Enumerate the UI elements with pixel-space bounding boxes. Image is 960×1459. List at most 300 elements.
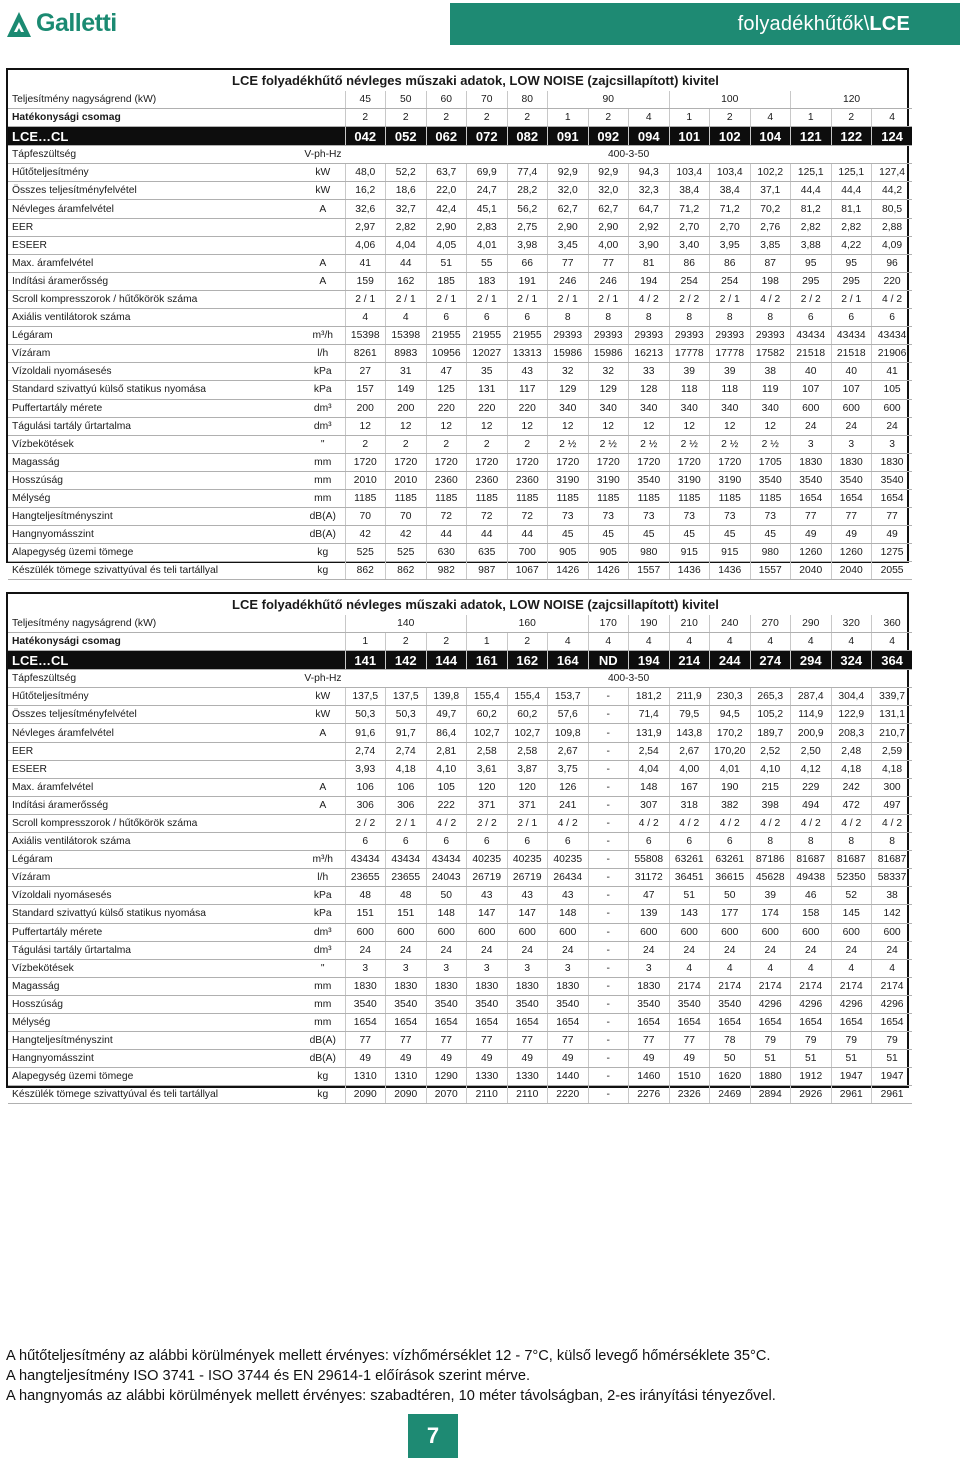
table-cell: 77 xyxy=(507,1032,548,1050)
table-cell: 24 xyxy=(548,941,589,959)
row-unit: dm³ xyxy=(301,417,345,435)
table-cell: 57,6 xyxy=(548,706,589,724)
table-cell: 70 xyxy=(345,508,386,526)
row-label: Standard szivattyú külső statikus nyomása xyxy=(8,905,301,923)
table-cell: 3,93 xyxy=(345,760,386,778)
table-cell: 4 xyxy=(629,633,670,651)
table-cell: 170,2 xyxy=(710,724,751,742)
table-cell: 77,4 xyxy=(507,164,548,182)
table-cell: 4296 xyxy=(872,995,913,1013)
table-cell: 8 xyxy=(710,309,751,327)
table-cell: 215 xyxy=(750,778,791,796)
table-cell: - xyxy=(588,977,629,995)
table-cell: 4296 xyxy=(750,995,791,1013)
table-cell: 50,3 xyxy=(345,706,386,724)
table-cell: 114,9 xyxy=(791,706,832,724)
table-cell: 41 xyxy=(345,254,386,272)
table-cell: 246 xyxy=(548,272,589,290)
row-unit: mm xyxy=(301,471,345,489)
table-cell: 6 xyxy=(548,833,589,851)
table-row xyxy=(8,236,912,254)
table-cell: 125,1 xyxy=(831,164,872,182)
table-cell: 95 xyxy=(791,254,832,272)
table-cell: 2,82 xyxy=(791,218,832,236)
table-cell: 1275 xyxy=(872,544,913,562)
table-cell: 15986 xyxy=(548,345,589,363)
table-row xyxy=(8,508,912,526)
table-cell: 124 xyxy=(872,127,913,146)
table-cell: 1290 xyxy=(426,1068,467,1086)
row-unit: l/h xyxy=(301,345,345,363)
table-cell: 4 xyxy=(831,959,872,977)
table-cell: 42 xyxy=(386,526,427,544)
table-cell: 73 xyxy=(548,508,589,526)
table-cell: 300 xyxy=(872,778,913,796)
table-cell: 400-3-50 xyxy=(345,670,912,688)
table-cell: 1654 xyxy=(831,1013,872,1031)
table-cell: 185 xyxy=(426,272,467,290)
row-label: EER xyxy=(8,218,301,236)
table-cell: 35 xyxy=(467,363,508,381)
table-cell: 3 xyxy=(629,959,670,977)
table-cell: 66 xyxy=(507,254,548,272)
size-group-cell: 290 xyxy=(791,615,832,633)
spec-table-1 xyxy=(6,68,909,577)
table-cell: 4 xyxy=(872,959,913,977)
table-cell: 144 xyxy=(426,651,467,670)
table-cell: 4,18 xyxy=(831,760,872,778)
table-cell: 49 xyxy=(791,526,832,544)
table-cell: 43434 xyxy=(831,327,872,345)
table-cell: 8 xyxy=(750,309,791,327)
table-cell: 48 xyxy=(386,887,427,905)
table-cell: 81687 xyxy=(791,851,832,869)
galletti-logo xyxy=(6,8,117,38)
row-label: Magasság xyxy=(8,977,301,995)
table-cell: - xyxy=(588,959,629,977)
table-cell: 6 xyxy=(386,833,427,851)
table-cell: 2360 xyxy=(507,471,548,489)
table-cell: 1185 xyxy=(426,489,467,507)
table-cell: 12 xyxy=(426,417,467,435)
footnote-sound-power: A hangteljesítmény ISO 3741 - ISO 3744 és EN 29614-1 előírások szerint mérve. xyxy=(6,1368,531,1384)
table-cell: 2 xyxy=(507,435,548,453)
table-cell: 1 xyxy=(669,109,710,127)
table-cell: 3,95 xyxy=(710,236,751,254)
table-cell: 49 xyxy=(669,1050,710,1068)
table-cell: 4 xyxy=(791,633,832,651)
table-cell: 127,4 xyxy=(872,164,913,182)
table-cell: 77 xyxy=(548,254,589,272)
table-row xyxy=(8,435,912,453)
table-cell: 3540 xyxy=(548,995,589,1013)
table-cell: 38 xyxy=(750,363,791,381)
table-cell: 3190 xyxy=(588,471,629,489)
table-cell: 340 xyxy=(548,399,589,417)
table-cell: 60,2 xyxy=(507,706,548,724)
table-cell: 1720 xyxy=(629,453,670,471)
row-unit xyxy=(301,127,345,146)
table-cell: 157 xyxy=(345,381,386,399)
table-cell: 274 xyxy=(750,651,791,670)
table-cell: 3 xyxy=(507,959,548,977)
row-label: Hűtőteljesítmény xyxy=(8,164,301,182)
table-row xyxy=(8,1068,912,1086)
table-cell: 170,20 xyxy=(710,742,751,760)
table-row xyxy=(8,562,912,580)
table-cell: 17582 xyxy=(750,345,791,363)
table-row xyxy=(8,742,912,760)
table-cell: 131,9 xyxy=(629,724,670,742)
table-cell: 1426 xyxy=(548,562,589,580)
table-cell: 183 xyxy=(467,272,508,290)
table-cell: 45 xyxy=(629,526,670,544)
table-cell: 246 xyxy=(588,272,629,290)
table-cell: 71,2 xyxy=(710,200,751,218)
table-cell: 600 xyxy=(791,399,832,417)
table-cell: 6 xyxy=(872,309,913,327)
table-cell: - xyxy=(588,887,629,905)
table-cell: 63261 xyxy=(669,851,710,869)
table-cell: 1654 xyxy=(386,1013,427,1031)
table-cell: - xyxy=(588,833,629,851)
table-cell: - xyxy=(588,1032,629,1050)
table-cell: 3 xyxy=(831,435,872,453)
table-cell: 24 xyxy=(791,417,832,435)
table-row xyxy=(8,146,912,164)
table-row xyxy=(8,977,912,995)
table-cell: 174 xyxy=(750,905,791,923)
table-cell: 42,4 xyxy=(426,200,467,218)
table-cell: - xyxy=(588,742,629,760)
table-cell: 635 xyxy=(467,544,508,562)
table-cell: 49 xyxy=(507,1050,548,1068)
table-cell: 287,4 xyxy=(791,688,832,706)
row-unit: dB(A) xyxy=(301,1032,345,1050)
table-row xyxy=(8,544,912,562)
table-cell: 862 xyxy=(386,562,427,580)
table-cell: 3540 xyxy=(467,995,508,1013)
table-cell: 4,00 xyxy=(588,236,629,254)
table-cell: 1654 xyxy=(750,1013,791,1031)
table-cell: 2 xyxy=(345,109,386,127)
table-cell: 265,3 xyxy=(750,688,791,706)
table-row xyxy=(8,905,912,923)
table-cell: 600 xyxy=(426,923,467,941)
table-cell: 2070 xyxy=(426,1086,467,1104)
row-label: Hatékonysági csomag xyxy=(8,109,301,127)
row-label: Standard szivattyú külső statikus nyomása xyxy=(8,381,301,399)
table-cell: 87186 xyxy=(750,851,791,869)
table-cell: 980 xyxy=(750,544,791,562)
table-cell: 1720 xyxy=(345,453,386,471)
table-cell: 4 xyxy=(831,633,872,651)
table-cell: 191 xyxy=(507,272,548,290)
row-label: Axiális ventilátorok száma xyxy=(8,833,301,851)
table-cell: 4 / 2 xyxy=(669,814,710,832)
table-cell: 8261 xyxy=(345,345,386,363)
table-cell: 24 xyxy=(872,941,913,959)
table-cell: 44,4 xyxy=(791,182,832,200)
table-cell: 12 xyxy=(710,417,751,435)
table-cell: 63,7 xyxy=(426,164,467,182)
table-cell: 77 xyxy=(872,508,913,526)
table-cell: 3,87 xyxy=(507,760,548,778)
table-cell: 382 xyxy=(710,796,751,814)
size-group-cell: 270 xyxy=(750,615,791,633)
table-cell: - xyxy=(588,923,629,941)
table-cell: 49 xyxy=(629,1050,670,1068)
row-unit xyxy=(301,236,345,254)
row-unit xyxy=(301,742,345,760)
table-cell: 4 / 2 xyxy=(426,814,467,832)
section-title: folyadékhűtők\LCE xyxy=(737,12,910,35)
table-cell: 194 xyxy=(629,272,670,290)
table-cell: 6 xyxy=(467,309,508,327)
table-cell: 400-3-50 xyxy=(345,146,912,164)
row-label: Mélység xyxy=(8,1013,301,1031)
table-cell: 3540 xyxy=(386,995,427,1013)
table-cell: 32,0 xyxy=(588,182,629,200)
table-cell: 2174 xyxy=(669,977,710,995)
table-cell: 50 xyxy=(710,1050,751,1068)
row-label: Összes teljesítményfelvétel xyxy=(8,182,301,200)
row-unit: mm xyxy=(301,489,345,507)
table-cell: 2 / 1 xyxy=(831,290,872,308)
table-cell: 2,90 xyxy=(426,218,467,236)
table-cell: 64,7 xyxy=(629,200,670,218)
table-cell: 1720 xyxy=(426,453,467,471)
table-cell: 3,90 xyxy=(629,236,670,254)
table-cell: 220 xyxy=(426,399,467,417)
row-label: Névleges áramfelvétel xyxy=(8,724,301,742)
table-cell: 1557 xyxy=(750,562,791,580)
table-row xyxy=(8,345,912,363)
table-cell: 2 ½ xyxy=(588,435,629,453)
table-cell: 162 xyxy=(507,651,548,670)
table-cell: 198 xyxy=(750,272,791,290)
table-cell: 118 xyxy=(710,381,751,399)
table-cell: 3540 xyxy=(831,471,872,489)
table-cell: 49 xyxy=(345,1050,386,1068)
table-cell: 139,8 xyxy=(426,688,467,706)
table-cell: 2,82 xyxy=(831,218,872,236)
table-cell: 2055 xyxy=(872,562,913,580)
footnote-cooling: A hűtőteljesítmény az alábbi körülmények mellett érvényes: vízhőmérséklet 12 - 7°C, külső levegő hőmérséklete 35°C. xyxy=(6,1348,771,1364)
table-cell: 45 xyxy=(750,526,791,544)
table-cell: 2 ½ xyxy=(669,435,710,453)
table-cell: 230,3 xyxy=(710,688,751,706)
table-cell: 600 xyxy=(831,399,872,417)
row-label: LCE…CL xyxy=(8,651,301,670)
table-cell: 79 xyxy=(872,1032,913,1050)
table-row xyxy=(8,1032,912,1050)
table-cell: 16,2 xyxy=(345,182,386,200)
row-label: Alapegység üzemi tömege xyxy=(8,1068,301,1086)
table-cell: 2 xyxy=(710,109,751,127)
table-cell: 1654 xyxy=(669,1013,710,1031)
table-row xyxy=(8,200,912,218)
table-cell: 1654 xyxy=(872,1013,913,1031)
table-cell: 4,10 xyxy=(750,760,791,778)
table-cell: 125,1 xyxy=(791,164,832,182)
table-cell: 1830 xyxy=(507,977,548,995)
row-label: Axiális ventilátorok száma xyxy=(8,309,301,327)
size-group-cell: 240 xyxy=(710,615,751,633)
table-cell: 3,98 xyxy=(507,236,548,254)
table-cell: 17778 xyxy=(710,345,751,363)
table-cell: 2 ½ xyxy=(629,435,670,453)
row-unit xyxy=(301,833,345,851)
table-row xyxy=(8,796,912,814)
table-cell: 3,88 xyxy=(791,236,832,254)
table-row xyxy=(8,453,912,471)
table-cell: 24 xyxy=(386,941,427,959)
table-cell: 149 xyxy=(386,381,427,399)
page-number: 7 xyxy=(408,1414,458,1458)
table-cell: 2,75 xyxy=(507,218,548,236)
table-cell: 121 xyxy=(791,127,832,146)
table-cell: 2961 xyxy=(872,1086,913,1104)
table-cell: 2 xyxy=(507,109,548,127)
footnote-sound-pressure: A hangnyomás az alábbi körülmények mellett érvényes: szabadtéren, 10 méter távolságban, 2-es irányítási tényezővel. xyxy=(6,1388,776,1404)
table-cell: 29393 xyxy=(710,327,751,345)
row-unit: kPa xyxy=(301,363,345,381)
table-cell: 21518 xyxy=(791,345,832,363)
table-cell: 6 xyxy=(345,833,386,851)
table-cell: 101 xyxy=(669,127,710,146)
table-cell: - xyxy=(588,760,629,778)
row-label: Összes teljesítményfelvétel xyxy=(8,706,301,724)
row-label: Vízoldali nyomásesés xyxy=(8,887,301,905)
table-cell: 1310 xyxy=(345,1068,386,1086)
table-cell: 71,4 xyxy=(629,706,670,724)
table-cell: 125 xyxy=(426,381,467,399)
table-cell: 2090 xyxy=(386,1086,427,1104)
table-cell: - xyxy=(588,1050,629,1068)
table-title-row xyxy=(8,70,912,91)
table-row xyxy=(8,471,912,489)
row-label: Hangteljesítményszint xyxy=(8,508,301,526)
table-cell: 92,9 xyxy=(548,164,589,182)
table-cell: 44,2 xyxy=(872,182,913,200)
table-cell: 600 xyxy=(548,923,589,941)
table-cell: 139 xyxy=(629,905,670,923)
table-cell: 2 xyxy=(386,435,427,453)
table-cell: 37,1 xyxy=(750,182,791,200)
table-cell: 2174 xyxy=(710,977,751,995)
table-cell: 45628 xyxy=(750,869,791,887)
row-label: LCE…CL xyxy=(8,127,301,146)
table-cell: 129 xyxy=(548,381,589,399)
table-cell: 600 xyxy=(467,923,508,941)
table-cell: 80,5 xyxy=(872,200,913,218)
spec-table-2 xyxy=(6,592,909,1101)
table-cell: 24 xyxy=(467,941,508,959)
table-cell: 1830 xyxy=(426,977,467,995)
table-cell: 161 xyxy=(467,651,508,670)
table-cell: 2,92 xyxy=(629,218,670,236)
table-cell: 630 xyxy=(426,544,467,562)
table-cell: 2926 xyxy=(791,1086,832,1104)
table-cell: 2040 xyxy=(791,562,832,580)
row-label: Hűtőteljesítmény xyxy=(8,688,301,706)
table-cell: 082 xyxy=(507,127,548,146)
row-label: Légáram xyxy=(8,327,301,345)
table-cell: 12 xyxy=(669,417,710,435)
row-unit: V-ph-Hz xyxy=(301,670,345,688)
table-cell: 1185 xyxy=(507,489,548,507)
table-cell: 2 xyxy=(386,633,427,651)
table-cell: 1720 xyxy=(588,453,629,471)
row-label: Légáram xyxy=(8,851,301,869)
table-cell: 24 xyxy=(872,417,913,435)
table-cell: 6 xyxy=(831,309,872,327)
table-cell: 4 / 2 xyxy=(629,290,670,308)
table-cell: 29393 xyxy=(669,327,710,345)
table-cell: 42 xyxy=(345,526,386,544)
table-cell: 26719 xyxy=(467,869,508,887)
table-cell: 155,4 xyxy=(507,688,548,706)
table-cell: 472 xyxy=(831,796,872,814)
table-cell: 77 xyxy=(467,1032,508,1050)
table-cell: - xyxy=(588,706,629,724)
table-cell: 18,6 xyxy=(386,182,427,200)
table-cell: 44 xyxy=(386,254,427,272)
table-cell: 12 xyxy=(548,417,589,435)
row-unit: kPa xyxy=(301,905,345,923)
table-cell: 8 xyxy=(588,309,629,327)
table-cell: 2 xyxy=(507,633,548,651)
table-cell: 137,5 xyxy=(345,688,386,706)
table-cell: 1654 xyxy=(831,489,872,507)
table-cell: 21518 xyxy=(831,345,872,363)
table-cell: 200,9 xyxy=(791,724,832,742)
row-label: Hatékonysági csomag xyxy=(8,633,301,651)
table-cell: 24 xyxy=(831,417,872,435)
row-unit: kg xyxy=(301,544,345,562)
table-cell: 102 xyxy=(710,127,751,146)
table-cell: 13313 xyxy=(507,345,548,363)
row-unit: mm xyxy=(301,977,345,995)
table-cell: 2,76 xyxy=(750,218,791,236)
table-cell: 1720 xyxy=(710,453,751,471)
table-cell: 43 xyxy=(507,887,548,905)
table-cell: 339,7 xyxy=(872,688,913,706)
table-cell: 3 xyxy=(386,959,427,977)
table-cell: 77 xyxy=(548,1032,589,1050)
table-cell: 200 xyxy=(345,399,386,417)
table-cell: 2469 xyxy=(710,1086,751,1104)
table-cell: 4296 xyxy=(791,995,832,1013)
table-cell: 4,06 xyxy=(345,236,386,254)
row-unit: dB(A) xyxy=(301,1050,345,1068)
table-cell: 1067 xyxy=(507,562,548,580)
table-cell: 905 xyxy=(548,544,589,562)
row-unit: kW xyxy=(301,706,345,724)
table-cell: 4 xyxy=(872,109,913,127)
table-row xyxy=(8,923,912,941)
table-cell: 77 xyxy=(345,1032,386,1050)
row-unit xyxy=(301,91,345,109)
table-cell: 38,4 xyxy=(669,182,710,200)
table-row xyxy=(8,218,912,236)
table-cell: 43 xyxy=(548,887,589,905)
table-cell: 4 / 2 xyxy=(710,814,751,832)
table-cell: 4 / 2 xyxy=(791,814,832,832)
size-group-cell: 360 xyxy=(872,615,913,633)
table-cell: 1654 xyxy=(507,1013,548,1031)
